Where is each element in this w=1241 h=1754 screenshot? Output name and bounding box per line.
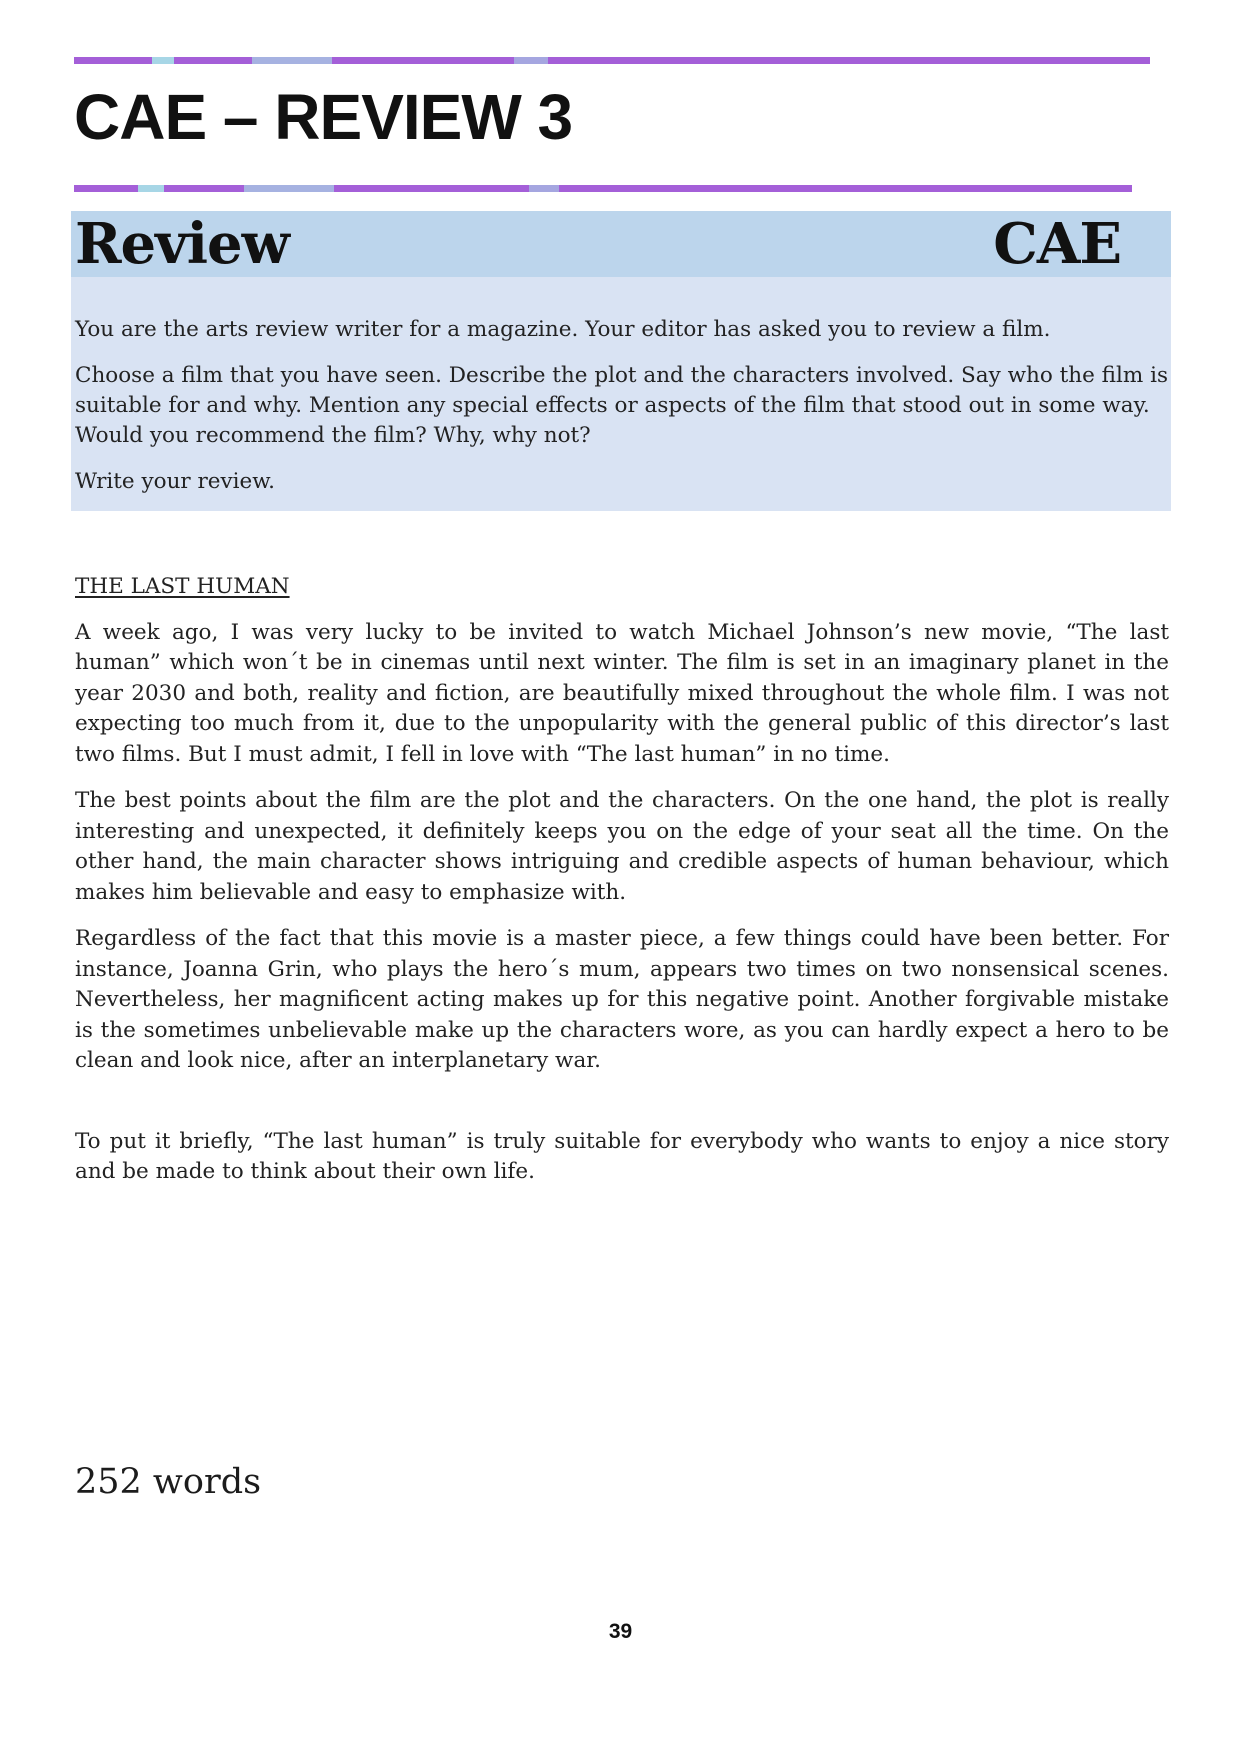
task-paragraph: You are the arts review writer for a magazine. Your editor has asked you to review a film. [75, 317, 1051, 342]
review-paragraph: To put it briefly, “The last human” is truly suitable for everybody who wants to enjoy a nice story and be made to think about their own life. [75, 1128, 1169, 1184]
task-box [71, 211, 1171, 511]
task-instructions [75, 315, 1169, 513]
page-number: 39 [608, 1620, 633, 1643]
top-divider-rule [74, 57, 1150, 64]
word-count: 252 words [75, 1462, 262, 1502]
task-paragraph: Choose a film that you have seen. Describe the plot and the characters involved. Say who the film is suitable for and why. Mention any special effects or aspects of the film that stood out in some way. Would you recommend the film? Why, why not? [75, 363, 1168, 448]
task-header-title: Review [75, 211, 289, 277]
title-divider-rule [74, 185, 1132, 192]
task-header [71, 211, 1171, 277]
review-paragraph: Regardless of the fact that this movie is a master piece, a few things could have been better. For instance, Joanna Grin, who plays the hero´s mum, appears two times on two nonsensical scenes. Nevertheless, her magnificent acting makes up for this negative point. Another forgivable mistake is the sometimes unbelievable make up the characters wore, as you can hardly expect a hero to be clean and look nice, after an interplanetary war. [75, 926, 1169, 1073]
review-paragraph: A week ago, I was very lucky to be invited to watch Michael Johnson’s new movie, “The last human” which won´t be in cinemas until next winter. The film is set in an imaginary planet in the year 2030 and both, reality and fiction, are beautifully mixed throughout the whole film. I was not expecting too much from it, due to the unpopularity with the general public of this director’s last two films. But I must admit, I fell in love with “The last human” in no time. [75, 619, 1169, 767]
review-article [75, 572, 1169, 1204]
review-title: THE LAST HUMAN [75, 574, 290, 599]
task-paragraph: Write your review. [75, 469, 275, 494]
review-paragraph: The best points about the film are the plot and the characters. On the one hand, the plot is really interesting and unexpected, it definitely keeps you on the edge of your seat all the time. On the other hand, the main character shows intriguing and credible aspects of human behaviour, which makes him believable and easy to emphasize with. [75, 788, 1169, 905]
page-title: CAE – REVIEW 3 [74, 81, 573, 153]
task-header-level: CAE [993, 211, 1121, 277]
